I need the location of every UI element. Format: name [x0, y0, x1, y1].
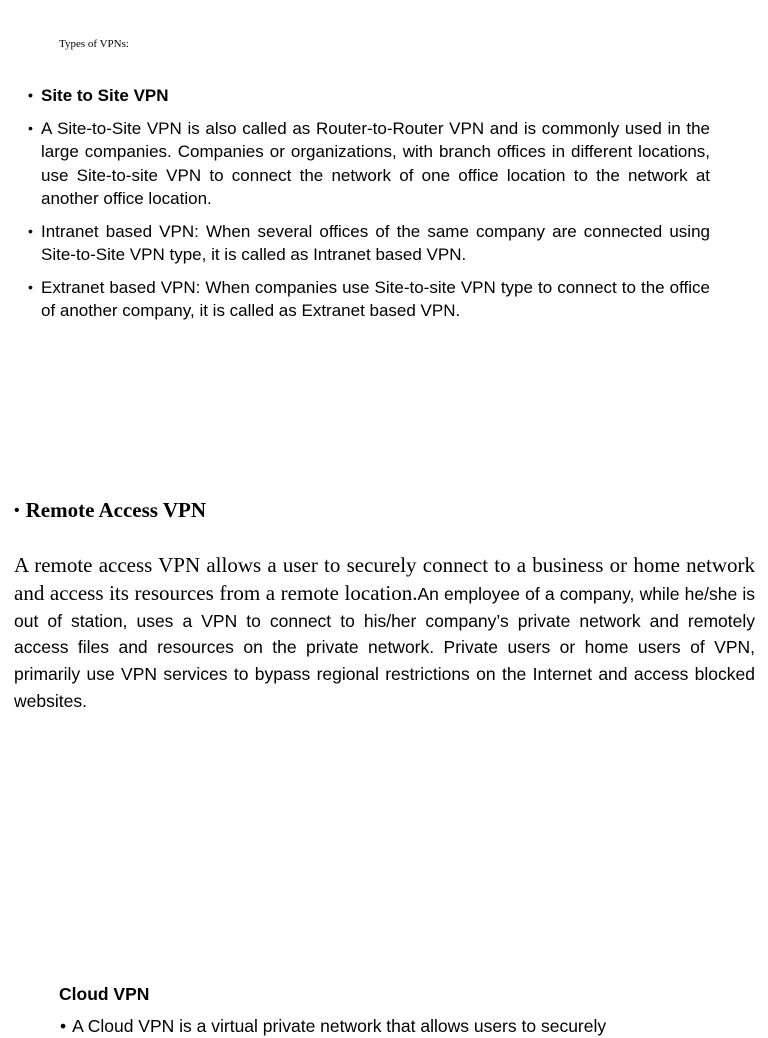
remote-access-intro: A remote access VPN allows a user to securely connect to a business or home network and access its resources from a remote location. [14, 553, 755, 605]
list-item: • Intranet based VPN: When several offices of the same company are connected using Site-to-Site VPN type, it is called as Intranet based VPN. [28, 220, 710, 267]
list-item: • A Site-to-Site VPN is also called as Router-to-Router VPN and is commonly used in the large companies. Companies or organizations, with branch offices in different locations, use Site-to-site VPN to connect the network of one office location to the network at another office location. [28, 117, 710, 211]
cloud-vpn-text: A Cloud VPN is a virtual private network that allows users to securely [72, 1016, 607, 1036]
bullet-icon: • [60, 1016, 67, 1036]
bullet-icon: • [14, 502, 20, 519]
site-to-site-section [28, 84, 710, 332]
remote-access-title: Remote Access VPN [25, 498, 206, 522]
page-header: Types of VPNs: [59, 38, 129, 50]
remote-access-title-row [14, 498, 206, 523]
remote-access-detail: An employee of a company, while he/she is out of station, uses a VPN to connect to his/her company’s private network and remotely access files and resources on the private network. Private users or home users of VPN, primarily use VPN services to bypass regional restrictions on the Internet and access blocked websites. [14, 583, 755, 711]
site-to-site-title: • Site to Site VPN [28, 84, 710, 108]
cloud-vpn-title: Cloud VPN [59, 984, 150, 1004]
list-item: • Extranet based VPN: When companies use Site-to-site VPN type to connect to the office of another company, it is called as Extranet based VPN. [28, 276, 710, 323]
cloud-vpn-paragraph [60, 1014, 760, 1038]
remote-access-paragraph [14, 552, 755, 715]
